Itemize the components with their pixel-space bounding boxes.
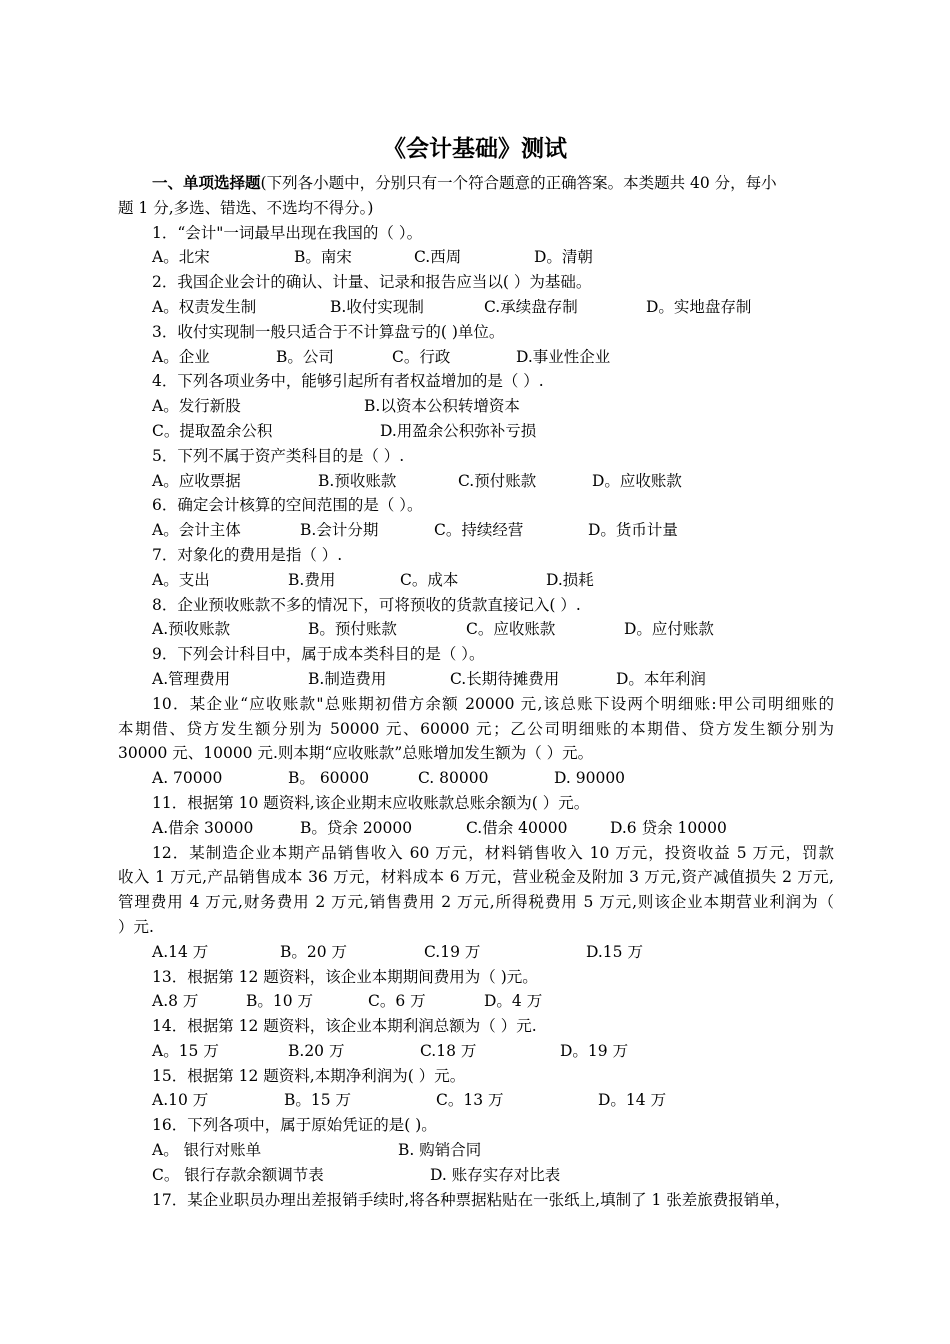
question-16-options-row2 (118, 1163, 834, 1188)
question-13: 13．根据第 12 题资料，该企业本期期间费用为（ )元。 (152, 967, 538, 986)
option-b: B。 60000 (288, 769, 370, 788)
option-b: B.预收账款 (318, 471, 397, 490)
option-a: A。应收票据 (152, 471, 241, 490)
option-b: B.20 万 (288, 1041, 345, 1060)
question-11-options (118, 816, 834, 841)
option-c: C.长期待摊费用 (450, 669, 560, 688)
question-12-cont-1: 收入 1 万元,产品销售成本 36 万元，材料成本 6 万元，营业税金及附加 3 万元,资产减值损失 2 万元, (118, 868, 834, 887)
option-c: C。成本 (400, 570, 459, 589)
question-6-options (118, 518, 834, 543)
section-heading-line (118, 171, 834, 196)
option-b: B.费用 (288, 570, 336, 589)
question-16: 16．下列各项中，属于原始凭证的是( )。 (152, 1116, 437, 1135)
section-instructions: (下列各小题中，分别只有一个符合题意的正确答案。本类题共 40 分，每小 (260, 174, 777, 192)
question-14-options (118, 1039, 834, 1064)
question-17: 17．某企业职员办理出差报销手续时,将各种票据粘贴在一张纸上,填制了 1 张差旅费报销单， (152, 1190, 791, 1209)
question-13-options (118, 989, 834, 1014)
question-6: 6．确定会计核算的空间范围的是（ ）。 (152, 496, 423, 515)
question-1-options (118, 245, 834, 270)
option-d: D.损耗 (546, 570, 594, 589)
option-b: B.制造费用 (308, 669, 387, 688)
option-b: B。贷余 20000 (300, 818, 413, 837)
option-d: D。4 万 (484, 992, 543, 1011)
option-d: D。应收账款 (592, 471, 682, 490)
option-a: A.管理费用 (152, 669, 231, 688)
option-a: A。15 万 (152, 1041, 219, 1060)
option-c: C.19 万 (424, 942, 481, 961)
question-3-options (118, 345, 834, 370)
option-b: B。15 万 (284, 1091, 352, 1110)
option-d: D. 90000 (554, 769, 626, 788)
option-b: B。南宋 (294, 248, 352, 267)
section-heading: 一、单项选择题 (152, 173, 261, 192)
option-b: B。公司 (276, 347, 334, 366)
option-a: A.10 万 (152, 1091, 209, 1110)
question-8-options (118, 617, 834, 642)
exam-content (118, 171, 834, 1212)
option-c: C.借余 40000 (466, 818, 568, 837)
option-c: C。持续经营 (434, 521, 524, 540)
option-a: A。 银行对账单 (152, 1141, 262, 1160)
option-c: C。13 万 (436, 1091, 504, 1110)
option-c: C.西周 (414, 248, 462, 267)
option-a: A。权责发生制 (152, 297, 257, 316)
option-d: D。19 万 (560, 1041, 629, 1060)
question-4-options-row2 (118, 419, 834, 444)
option-a: A.预收账款 (152, 620, 231, 639)
option-d: D。货币计量 (588, 521, 678, 540)
question-3: 3．收付实现制一般只适合于不计算盘亏的( )单位。 (152, 322, 505, 341)
option-c: C.18 万 (420, 1041, 477, 1060)
option-d: D。14 万 (598, 1091, 667, 1110)
question-4-options-row1 (118, 394, 834, 419)
question-10-cont-2: 30000 元、10000 元.则本期“应收账款”总账增加发生额为（ ）元。 (118, 744, 594, 763)
question-10-options (118, 766, 834, 791)
option-b: B. 购销合同 (398, 1141, 482, 1160)
question-11: 11．根据第 10 题资料,该企业期末应收账款总账余额为( ）元。 (152, 793, 590, 812)
question-7: 7．对象化的费用是指（ ）. (152, 545, 343, 564)
option-b: B。20 万 (280, 942, 348, 961)
option-c: C.预付账款 (458, 471, 537, 490)
question-2: 2．我国企业会计的确认、计量、记录和报告应当以( ）为基础。 (152, 273, 592, 292)
option-b: B.以资本公积转增资本 (364, 397, 520, 416)
option-a: A。支出 (152, 570, 210, 589)
option-d: D。本年利润 (616, 669, 706, 688)
question-12-cont-2: 管理费用 4 万元,财务费用 2 万元,销售费用 2 万元,所得税费用 5 万元,则该企业本期营业利润为（ (118, 893, 834, 912)
question-12-options (118, 940, 834, 965)
question-7-options (118, 568, 834, 593)
question-10: 10．某企业“应收账款"总账期初借方余额 20000 元,该总账下设两个明细账:甲公司明细账的 (152, 694, 834, 713)
question-9: 9．下列会计科目中，属于成本类科目的是（ ）。 (152, 645, 485, 664)
question-8: 8．企业预收账款不多的情况下，可将预收的货款直接记入( ）. (152, 595, 581, 614)
option-a: A。会计主体 (152, 521, 241, 540)
question-14: 14．根据第 12 题资料，该企业本期利润总额为（ ）元. (152, 1017, 537, 1036)
option-d: D。清朝 (534, 248, 593, 267)
question-5-options (118, 469, 834, 494)
question-12-cont-3: ）元. (118, 917, 154, 936)
question-16-options-row1 (118, 1138, 834, 1163)
option-b: B.收付实现制 (330, 297, 424, 316)
option-a: A.借余 30000 (152, 818, 254, 837)
option-d: D.事业性企业 (516, 347, 611, 366)
option-a: A。企业 (152, 347, 210, 366)
option-d: D. 账存实存对比表 (430, 1165, 561, 1184)
question-10-cont-1: 本期借、贷方发生额分别为 50000 元、60000 元；乙公司明细账的本期借、贷方发生额分别为 (118, 719, 834, 738)
question-4: 4．下列各项业务中，能够引起所有者权益增加的是（ ）. (152, 372, 544, 391)
question-5: 5．下列不属于资产类科目的是（ ）. (152, 446, 405, 465)
section-instructions-cont: 题 1 分,多选、错选、不选均不得分。) (118, 198, 374, 217)
option-b: B.会计分期 (300, 521, 379, 540)
option-d: D.15 万 (586, 942, 643, 961)
option-c: C。提取盈余公积 (152, 421, 273, 440)
option-d: D。应付账款 (624, 620, 714, 639)
option-a: A.8 万 (152, 992, 199, 1011)
option-a: A. 70000 (152, 769, 223, 788)
question-2-options (118, 295, 834, 320)
option-a: A。发行新股 (152, 397, 241, 416)
option-a: A。北宋 (152, 248, 210, 267)
option-a: A.14 万 (152, 942, 209, 961)
option-d: D。实地盘存制 (646, 297, 752, 316)
question-9-options (118, 667, 834, 692)
question-1: 1．“会计"一词最早出现在我国的（ ）。 (152, 223, 423, 242)
question-15-options (118, 1088, 834, 1113)
page-title: 《会计基础》测试 (383, 136, 567, 162)
option-c: C。应收账款 (466, 620, 556, 639)
option-c: C. 80000 (418, 769, 489, 788)
option-b: B。10 万 (246, 992, 314, 1011)
option-b: B。预付账款 (308, 620, 397, 639)
option-c: C.承续盘存制 (484, 297, 578, 316)
option-c: C。 银行存款余额调节表 (152, 1165, 324, 1184)
question-12: 12．某制造企业本期产品销售收入 60 万元，材料销售收入 10 万元，投资收益 5 万元，罚款 (152, 843, 834, 862)
question-15: 15．根据第 12 题资料,本期净利润为( ）元。 (152, 1066, 466, 1085)
option-d: D.6 贷余 10000 (610, 818, 727, 837)
option-d: D.用盈余公积弥补亏损 (380, 421, 537, 440)
option-c: C。6 万 (368, 992, 426, 1011)
option-c: C。行政 (392, 347, 451, 366)
